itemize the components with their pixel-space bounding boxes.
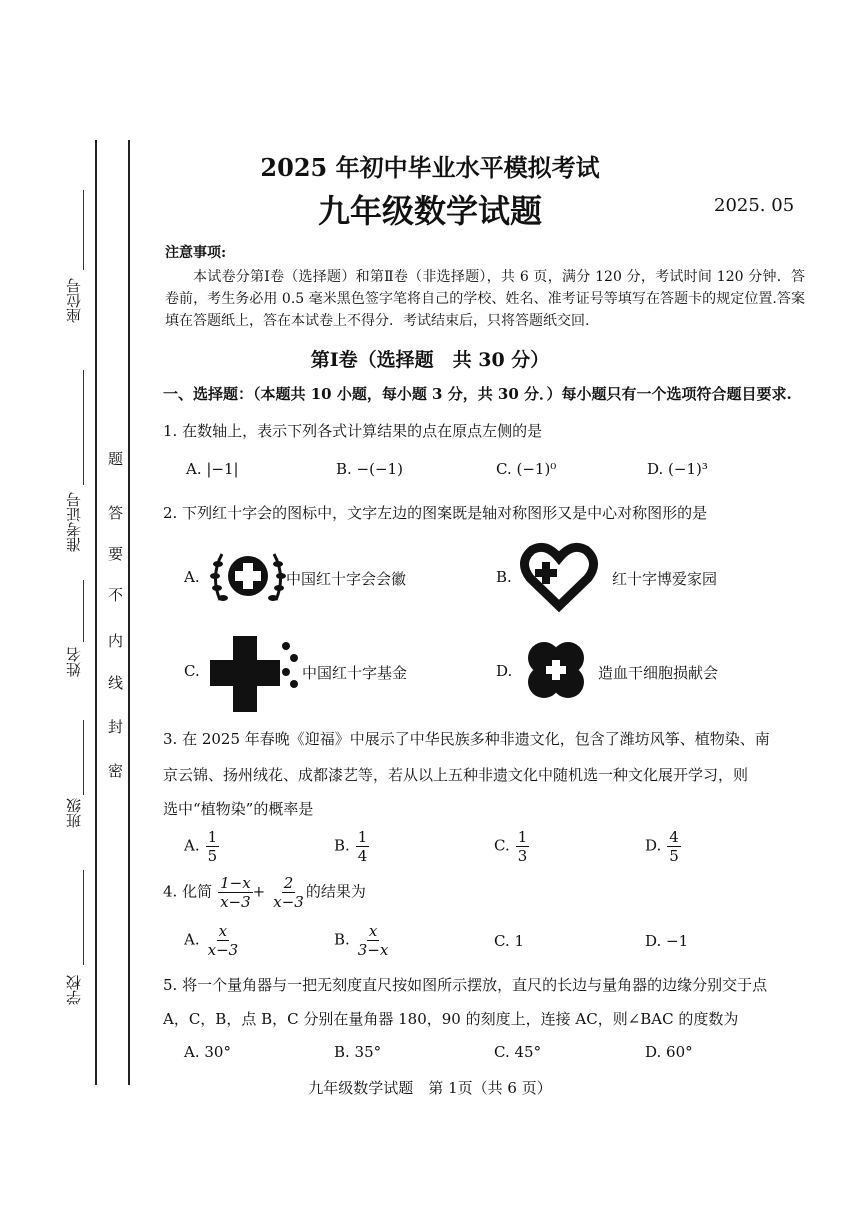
q1-stem: 1. 在数轴上，表示下列各式计算结果的点在原点左侧的是 — [163, 422, 543, 440]
q2-option-d-text: 造血干细胞损献会 — [598, 664, 719, 682]
denominator: x−3 — [207, 941, 239, 959]
red-cross-society-emblem-icon — [210, 540, 286, 612]
q4-stem — [163, 874, 366, 911]
school-label: 学校 — [65, 975, 83, 1005]
binding-line-inner — [128, 140, 130, 1085]
q3-option-c — [494, 828, 529, 865]
seal-char: 不 — [108, 586, 124, 604]
q2-option-a-text: 中国红十字会会徽 — [286, 570, 407, 588]
q1-option-c: C. (−1)⁰ — [496, 460, 557, 478]
seat-underline — [83, 190, 84, 270]
q2-option-b-letter: B. — [496, 568, 512, 586]
q5-line: A，C，B，点 B，C 分别在量角器 180，90 的刻度上，连接 AC，则∠BAC 的度数为 — [163, 1010, 739, 1028]
q1-option-a: A. |−1| — [186, 460, 239, 478]
fraction — [206, 922, 241, 959]
exam-title: 2025 年初中毕业水平模拟考试 — [260, 153, 600, 182]
numerator: x — [368, 922, 378, 940]
q4-suffix: 的结果为 — [305, 882, 366, 901]
fraction — [667, 828, 681, 865]
heart-cross-icon — [518, 540, 600, 612]
seal-char: 题 — [108, 450, 124, 468]
q4-option-b — [334, 922, 390, 959]
q3-option-d — [645, 828, 681, 865]
section-title: 第Ⅰ卷（选择题 共 30 分） — [310, 349, 550, 371]
fraction — [206, 828, 220, 865]
seal-char: 封 — [108, 718, 124, 736]
numerator: 1 — [207, 828, 218, 846]
q5-option-d: D. 60° — [645, 1043, 693, 1061]
name-label: 姓名 — [65, 647, 83, 677]
q4-option-d: D. −1 — [645, 932, 689, 950]
notice-text: 本试卷分第Ⅰ卷（选择题）和第Ⅱ卷（非选择题），共 6 页，满分 120 分，考试时间 120 分钟．答卷前，考生务必用 0.5 毫米黑色签字笔将自己的学校、姓名、准考证号等填写在答题卡的规定位置.答案填在答题纸上，答在本试卷上不得分．考试结束后，只将答题纸交回. — [165, 269, 805, 329]
q2-option-a-letter: A. — [184, 568, 200, 586]
numerator: x — [218, 922, 228, 940]
option-letter: A. — [184, 930, 200, 949]
seat-label: 座位号 — [65, 278, 83, 323]
seal-char: 密 — [108, 762, 124, 780]
option-letter: A. — [184, 836, 200, 855]
denominator: 5 — [207, 847, 218, 865]
part-instructions: 一、选择题：（本题共 10 小题，每小题 3 分，共 30 分．）每小题只有一个选项符合题目要求. — [163, 385, 792, 403]
denominator: x−3 — [220, 893, 251, 911]
q2-option-c-text: 中国红十字基金 — [302, 664, 408, 682]
q1-option-b: B. −(−1) — [336, 460, 403, 478]
fraction — [356, 828, 370, 865]
q3-line: 选中“植物染”的概率是 — [163, 800, 314, 818]
binding-line-outer — [95, 140, 97, 1085]
q2-option-c-letter: C. — [184, 662, 200, 680]
q5-option-c: C. 45° — [494, 1043, 542, 1061]
numerator: 1 — [517, 828, 528, 846]
exam-date: 2025. 05 — [714, 195, 795, 216]
numerator: 1 — [357, 828, 368, 846]
seal-char: 内 — [108, 632, 124, 650]
q5-option-b: B. 35° — [334, 1043, 382, 1061]
q4-prefix: 4. 化简 — [163, 882, 213, 901]
fraction — [218, 874, 253, 911]
seal-char: 答 — [108, 504, 124, 522]
plus-sign: + — [252, 882, 266, 901]
q3-option-b — [334, 828, 369, 865]
q2-option-b-text: 红十字博爱家园 — [612, 570, 718, 588]
denominator: 3 — [517, 847, 528, 865]
page-footer: 九年级数学试题 第 1页（共 6 页） — [308, 1079, 552, 1097]
q3-option-a — [184, 828, 219, 865]
numerator: 2 — [283, 874, 294, 892]
q1-option-d: D. (−1)³ — [647, 460, 708, 478]
q4-option-a — [184, 922, 240, 959]
q2-option-d-letter: D. — [496, 662, 513, 680]
school-underline — [83, 870, 84, 965]
q3-line: 3. 在 2025 年春晚《迎福》中展示了中华民族多种非遗文化，包含了潍坊风筝、植物染、南 — [163, 730, 770, 748]
class-underline — [83, 720, 84, 795]
numerator: 1−x — [220, 874, 251, 892]
red-cross-foundation-icon — [210, 636, 300, 712]
class-label: 班级 — [65, 798, 83, 828]
name-underline — [83, 580, 84, 642]
exam-id-label: 准考证号 — [65, 492, 83, 552]
q3-line: 京云锦、扬州绒花、成都漆艺等，若从以上五种非遗文化中随机选一种文化展开学习，则 — [163, 766, 749, 784]
q5-option-a: A. 30° — [184, 1043, 231, 1061]
paper-title: 九年级数学试题 — [317, 192, 542, 230]
denominator: 3−x — [357, 941, 389, 959]
q4-option-c: C. 1 — [494, 932, 525, 950]
exam-id-underline — [83, 370, 84, 485]
seal-char: 要 — [108, 545, 124, 563]
fraction — [356, 922, 391, 959]
denominator: 4 — [357, 847, 368, 865]
option-letter: B. — [334, 930, 350, 949]
option-letter: B. — [334, 836, 350, 855]
fraction — [516, 828, 530, 865]
denominator: x−3 — [273, 893, 304, 911]
numerator: 4 — [669, 828, 679, 846]
q5-line: 5. 将一个量角器与一把无刻度直尺按如图所示摆放，直尺的长边与量角器的边缘分别交于点 — [163, 976, 768, 994]
q2-stem: 2. 下列红十字会的图标中，文字左边的图案既是轴对称图形又是中心对称图形的是 — [163, 504, 708, 522]
four-heart-clover-icon — [520, 634, 592, 706]
notice-heading: 注意事项: — [165, 245, 227, 261]
denominator: 5 — [669, 847, 679, 865]
option-letter: D. — [645, 836, 662, 855]
seal-char: 线 — [108, 674, 124, 692]
fraction — [271, 874, 306, 911]
option-letter: C. — [494, 836, 510, 855]
